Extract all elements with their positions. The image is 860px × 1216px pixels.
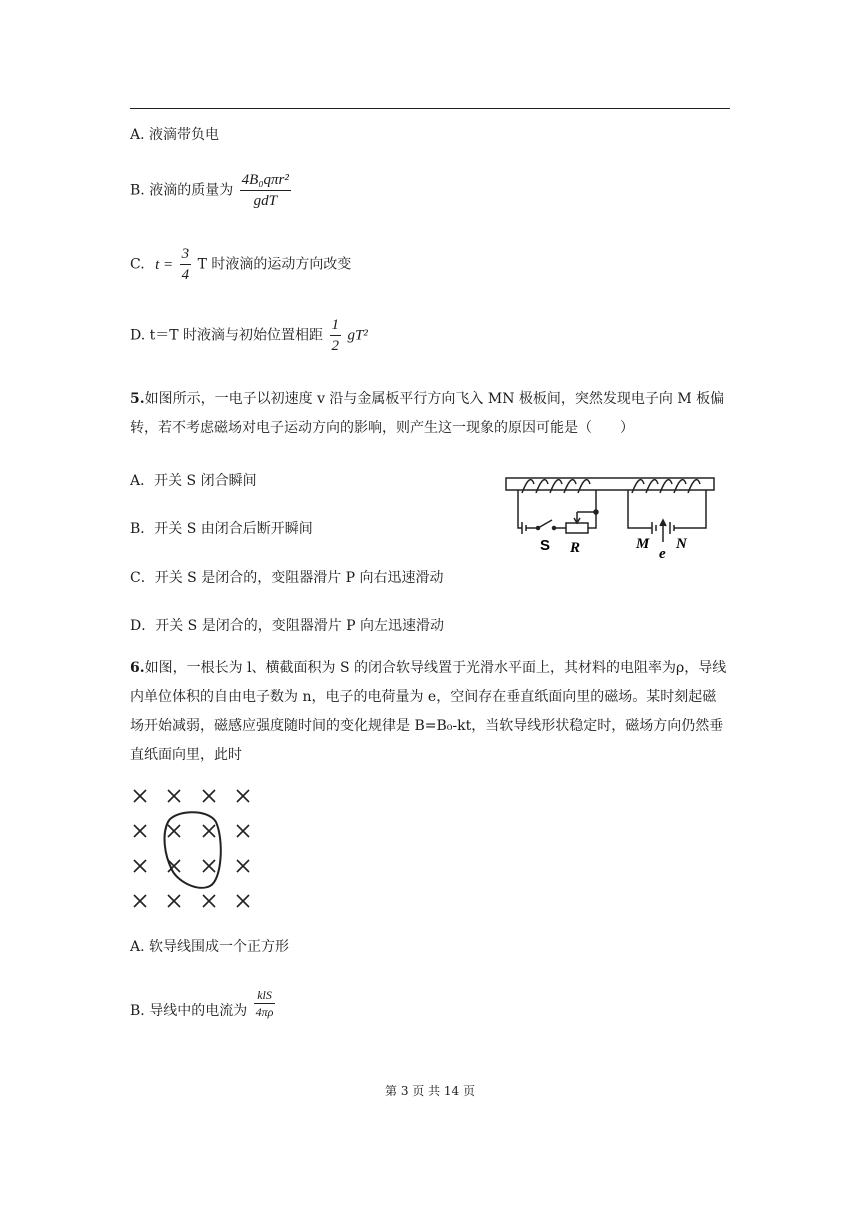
fraction-denominator: 2 [331, 338, 339, 354]
label-e: e [659, 546, 666, 562]
q6-stem [130, 654, 730, 770]
q4-option-b-prefix: B. 液滴的质量为 [130, 182, 234, 199]
q6-option-b [130, 976, 277, 1020]
plate-n [670, 522, 674, 534]
q5-stem-text: 如图所示，一电子以初速度 v 沿与金属板平行方向飞入 MN 极板间，突然发现电子向 M 板偏转，若不考虑磁场对电子运动方向的影响，则产生这一现象的原因可能是（ ） [130, 391, 725, 436]
q4-option-d-prefix: D. t＝T 时液滴与初始位置相距 [130, 327, 324, 344]
header-rule [130, 108, 730, 109]
q4-option-b-fraction [240, 170, 291, 211]
plate-m [652, 522, 656, 534]
label-n: N [676, 536, 687, 552]
q6-option-b-fraction [254, 987, 276, 1020]
fraction-numerator: 1 [330, 315, 342, 336]
q6-stem-text: 如图，一根长为 l、横截面积为 S 的闭合软导线置于光滑水平面上，其材料的电阻率为ρ，导线内单位体积的自由电子数为 n，电子的电荷量为 e，空间存在垂直纸面向里的磁场。某时刻起磁场开始减弱，磁感应强度随时间的变化规律是 B=B₀-kt，当软导线形状稳定时，磁场方向仍然垂直纸面向里，此时 [130, 660, 727, 763]
q4-option-c-fraction [180, 244, 192, 285]
q4-option-c-var: t = [155, 256, 174, 273]
switch-s [538, 520, 552, 528]
q5-option-d: D．开关 S 是闭合的，变阻器滑片 P 向左迅速滑动 [130, 618, 445, 634]
question-number: 6. [130, 660, 145, 676]
q4-option-a: A. 液滴带负电 [130, 127, 220, 143]
q4-option-b [130, 170, 293, 211]
q4-option-d-fraction [330, 315, 342, 356]
q5-option-a: A．开关 S 闭合瞬间 [130, 473, 257, 489]
q4-option-d [130, 315, 368, 356]
fraction-denominator: 4 [181, 267, 190, 283]
q5-option-b: B．开关 S 由闭合后断开瞬间 [130, 521, 313, 537]
question-number: 5. [130, 391, 145, 407]
q4-option-d-suffix: gT² [347, 327, 368, 344]
field-crosses [134, 790, 249, 907]
q6-option-a: A. 软导线围成一个正方形 [130, 939, 290, 955]
q5-option-c: C．开关 S 是闭合的，变阻器滑片 P 向右迅速滑动 [130, 570, 444, 586]
fraction-numerator: klS [254, 987, 276, 1004]
q4-option-c-prefix: C. [130, 256, 145, 273]
page-footer: 第 3 页 共 14 页 [385, 1084, 475, 1098]
q5-stem [130, 385, 730, 443]
battery-left [522, 522, 526, 534]
q5-circuit-diagram [500, 470, 720, 562]
fraction-numerator: 4B₀qπr² [240, 170, 291, 191]
label-m: M [636, 536, 650, 552]
rheostat-r [566, 523, 588, 533]
right-wire [628, 490, 652, 528]
fraction-denominator: gdT [253, 193, 277, 209]
fraction-denominator: 4πρ [255, 1005, 274, 1019]
q4-option-c-suffix: T 时液滴的运动方向改变 [197, 256, 352, 273]
soft-wire-loop [165, 812, 221, 888]
q6-option-b-prefix: B. 导线中的电流为 [130, 1003, 248, 1019]
label-s: S [540, 537, 551, 554]
label-r: R [570, 540, 581, 556]
fraction-numerator: 3 [180, 244, 192, 265]
q6-magnetic-field-diagram [128, 784, 260, 914]
q4-option-c [130, 244, 351, 285]
